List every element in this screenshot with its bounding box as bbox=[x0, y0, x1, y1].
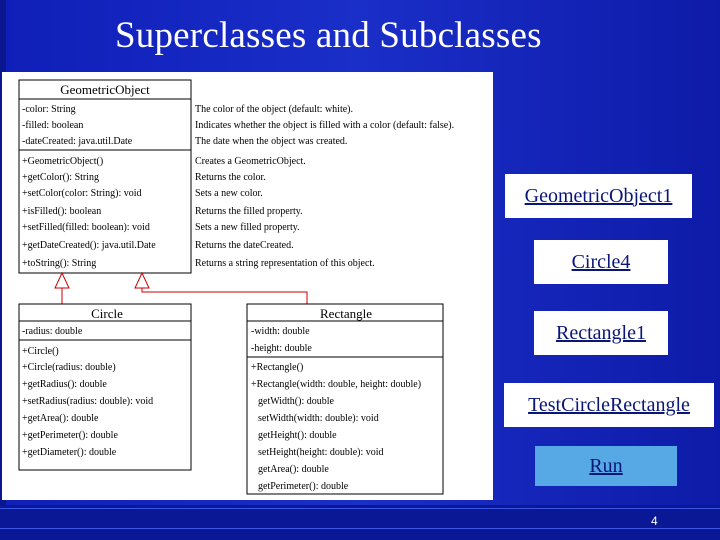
geometricobject-method: +GeometricObject() bbox=[22, 156, 104, 167]
footer-line-top bbox=[0, 508, 720, 509]
link-testcirclerectangle[interactable]: TestCircleRectangle bbox=[504, 383, 714, 427]
rectangle-method: setHeight(height: double): void bbox=[258, 447, 384, 458]
page-number: 4 bbox=[651, 514, 658, 528]
geometricobject-title: GeometricObject bbox=[60, 82, 150, 97]
geometricobject-class bbox=[19, 80, 191, 273]
circle-method: +getRadius(): double bbox=[22, 379, 107, 390]
rectangle-title: Rectangle bbox=[320, 306, 372, 321]
field-description: The color of the object (default: white). bbox=[195, 104, 353, 115]
circle-field: -radius: double bbox=[22, 326, 83, 337]
method-description: Returns the dateCreated. bbox=[195, 240, 294, 251]
rectangle-method: getHeight(): double bbox=[258, 430, 337, 441]
circle-method: +setRadius(radius: double): void bbox=[22, 396, 154, 407]
geometricobject-field: -dateCreated: java.util.Date bbox=[22, 136, 133, 147]
geometricobject-method: +getColor(): String bbox=[22, 172, 100, 183]
rectangle-class bbox=[247, 304, 443, 494]
field-description: Indicates whether the object is filled with a color (default: false). bbox=[195, 120, 455, 131]
circle-method: +Circle() bbox=[22, 346, 59, 357]
rectangle-method: getArea(): double bbox=[258, 464, 329, 475]
geometricobject-descriptions bbox=[195, 104, 454, 269]
method-description: Returns the filled property. bbox=[195, 206, 303, 217]
geometricobject-field: -filled: boolean bbox=[22, 120, 84, 131]
footer-line-bottom bbox=[0, 528, 720, 529]
link-geometricobject1[interactable]: GeometricObject1 bbox=[505, 174, 692, 218]
geometricobject-method: +getDateCreated(): java.util.Date bbox=[22, 240, 156, 251]
inheritance-arrow-rectangle bbox=[135, 273, 307, 304]
rectangle-method: +Rectangle(width: double, height: double) bbox=[251, 379, 422, 390]
link-circle4[interactable]: Circle4 bbox=[534, 240, 668, 284]
rectangle-field: -height: double bbox=[251, 343, 312, 354]
geometricobject-method: +setFilled(filled: boolean): void bbox=[22, 222, 150, 233]
geometricobject-method: +setColor(color: String): void bbox=[22, 188, 142, 199]
method-description: Returns a string representation of this object. bbox=[195, 258, 375, 269]
circle-title: Circle bbox=[91, 306, 123, 321]
run-button[interactable]: Run bbox=[535, 446, 677, 486]
inheritance-arrow-circle bbox=[55, 273, 69, 304]
geometricobject-method: +toString(): String bbox=[22, 258, 97, 269]
rectangle-method: setWidth(width: double): void bbox=[258, 413, 379, 424]
method-description: Sets a new color. bbox=[195, 188, 263, 199]
circle-method: +getArea(): double bbox=[22, 413, 99, 424]
method-description: Sets a new filled property. bbox=[195, 222, 300, 233]
geometricobject-field: -color: String bbox=[22, 104, 76, 115]
geometricobject-method: +isFilled(): boolean bbox=[22, 206, 102, 217]
rectangle-field: -width: double bbox=[251, 326, 310, 337]
rectangle-method: +Rectangle() bbox=[251, 362, 304, 373]
rectangle-method: getWidth(): double bbox=[258, 396, 334, 407]
circle-method: +Circle(radius: double) bbox=[22, 362, 116, 373]
slide-title: Superclasses and Subclasses bbox=[115, 15, 542, 56]
circle-class bbox=[19, 304, 191, 470]
uml-diagram bbox=[2, 72, 493, 500]
method-description: Creates a GeometricObject. bbox=[195, 156, 306, 167]
field-description: The date when the object was created. bbox=[195, 136, 348, 147]
link-rectangle1[interactable]: Rectangle1 bbox=[534, 311, 668, 355]
footer-band bbox=[0, 505, 720, 540]
circle-method: +getDiameter(): double bbox=[22, 447, 117, 458]
method-description: Returns the color. bbox=[195, 172, 266, 183]
rectangle-method: getPerimeter(): double bbox=[258, 481, 349, 492]
circle-method: +getPerimeter(): double bbox=[22, 430, 118, 441]
